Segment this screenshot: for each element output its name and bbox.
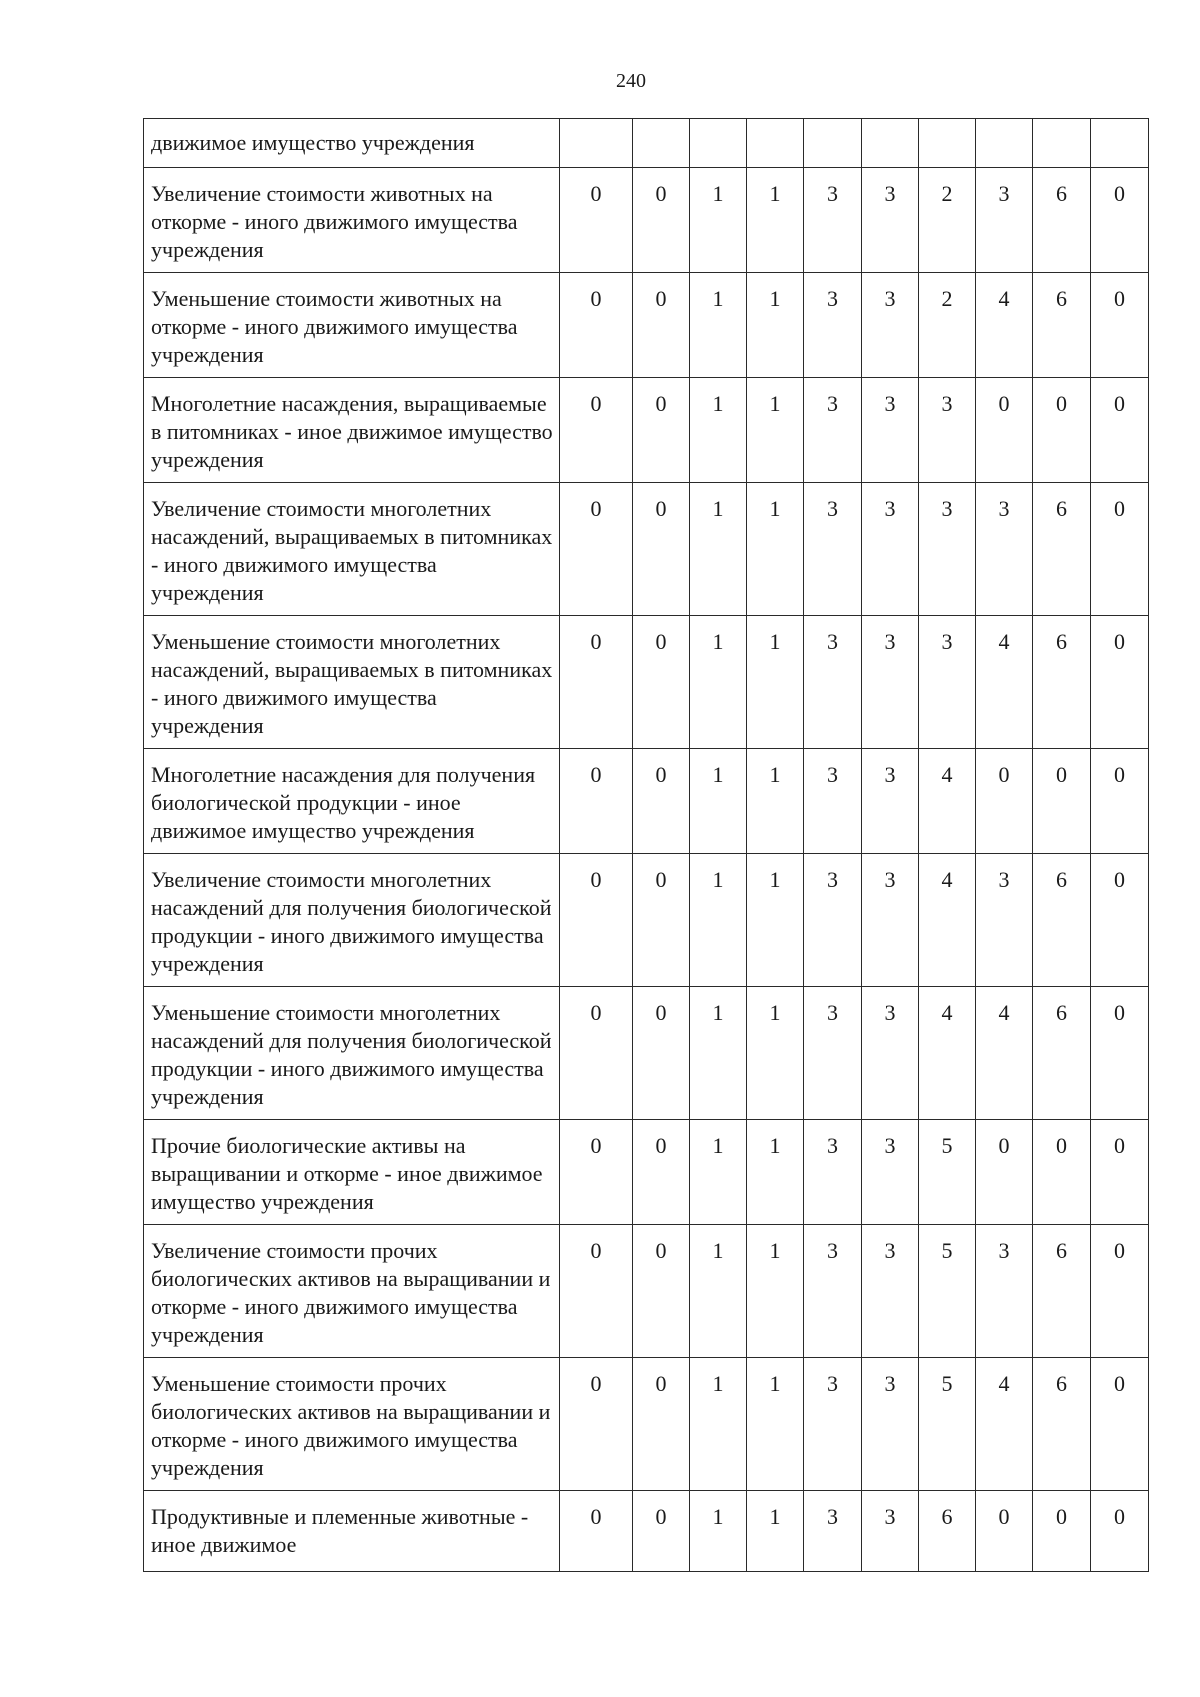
- code-digit-cell: 1: [747, 1225, 804, 1358]
- code-digit-cell: 1: [690, 1358, 747, 1491]
- code-digit-cell: 2: [919, 168, 976, 273]
- code-digit-cell: 0: [1091, 616, 1149, 749]
- code-digit-cell: 6: [1033, 168, 1091, 273]
- code-digit-cell: 0: [1033, 1491, 1091, 1572]
- code-digit-cell: 0: [976, 378, 1033, 483]
- code-digit-cell: 1: [747, 273, 804, 378]
- code-digit-cell: 4: [919, 987, 976, 1120]
- code-digit-cell: 1: [690, 1491, 747, 1572]
- code-digit-cell: 1: [747, 1120, 804, 1225]
- code-digit-cell: 1: [747, 1491, 804, 1572]
- code-digit-cell: 6: [1033, 854, 1091, 987]
- table-row: [144, 1358, 1149, 1491]
- code-digit-cell: 1: [690, 483, 747, 616]
- code-digit-cell: 1: [747, 616, 804, 749]
- code-digit-cell: 0: [560, 854, 633, 987]
- code-digit-cell: [976, 119, 1033, 168]
- row-description: Многолетние насаждения для получения биологической продукции - иное движимое имущество учреждения: [144, 749, 560, 854]
- code-digit-cell: 3: [862, 378, 919, 483]
- code-digit-cell: 0: [976, 1120, 1033, 1225]
- code-digit-cell: 0: [633, 749, 690, 854]
- code-digit-cell: 1: [747, 749, 804, 854]
- code-digit-cell: 4: [976, 1358, 1033, 1491]
- code-digit-cell: [633, 119, 690, 168]
- table-row: [144, 378, 1149, 483]
- code-digit-cell: 0: [560, 749, 633, 854]
- code-digit-cell: 0: [1091, 168, 1149, 273]
- code-digit-cell: 3: [804, 1225, 862, 1358]
- code-digit-cell: 3: [804, 1491, 862, 1572]
- code-digit-cell: 3: [976, 483, 1033, 616]
- code-digit-cell: 0: [1091, 854, 1149, 987]
- code-digit-cell: 5: [919, 1225, 976, 1358]
- code-digit-cell: 0: [1091, 987, 1149, 1120]
- code-digit-cell: 3: [804, 168, 862, 273]
- code-digit-cell: 1: [747, 987, 804, 1120]
- code-digit-cell: 0: [1033, 749, 1091, 854]
- code-digit-cell: 5: [919, 1120, 976, 1225]
- table-row: [144, 273, 1149, 378]
- code-digit-cell: 1: [690, 1225, 747, 1358]
- table-row: [144, 1225, 1149, 1358]
- code-digit-cell: 0: [633, 273, 690, 378]
- code-digit-cell: 3: [862, 1120, 919, 1225]
- code-digit-cell: 0: [560, 483, 633, 616]
- code-digit-cell: 3: [804, 483, 862, 616]
- code-digit-cell: 0: [1091, 483, 1149, 616]
- code-digit-cell: 1: [747, 854, 804, 987]
- code-digit-cell: 1: [690, 168, 747, 273]
- code-digit-cell: 0: [560, 616, 633, 749]
- row-description: Уменьшение стоимости прочих биологических активов на выращивании и откорме - иного движимого имущества учреждения: [144, 1358, 560, 1491]
- code-digit-cell: 1: [690, 378, 747, 483]
- code-digit-cell: [804, 119, 862, 168]
- code-digit-cell: 1: [747, 378, 804, 483]
- code-digit-cell: 4: [919, 854, 976, 987]
- code-digit-cell: 3: [976, 1225, 1033, 1358]
- code-digit-cell: 0: [976, 749, 1033, 854]
- table-body: [144, 119, 1149, 1572]
- code-digit-cell: 3: [862, 1225, 919, 1358]
- row-description: Увеличение стоимости многолетних насаждений, выращиваемых в питомниках - иного движимого имущества учреждения: [144, 483, 560, 616]
- code-digit-cell: 6: [1033, 616, 1091, 749]
- code-digit-cell: 0: [633, 616, 690, 749]
- code-digit-cell: 4: [976, 273, 1033, 378]
- code-digit-cell: [1091, 119, 1149, 168]
- code-digit-cell: 3: [919, 483, 976, 616]
- code-digit-cell: 0: [1091, 378, 1149, 483]
- code-digit-cell: 3: [919, 378, 976, 483]
- table-row: [144, 1491, 1149, 1572]
- code-digit-cell: 6: [1033, 273, 1091, 378]
- code-digit-cell: [919, 119, 976, 168]
- table-row: [144, 749, 1149, 854]
- table-row: [144, 168, 1149, 273]
- code-digit-cell: 0: [633, 1358, 690, 1491]
- code-digit-cell: 2: [919, 273, 976, 378]
- code-digit-cell: 3: [804, 273, 862, 378]
- code-digit-cell: 3: [804, 378, 862, 483]
- code-digit-cell: 3: [804, 1358, 862, 1491]
- table-row: [144, 854, 1149, 987]
- code-digit-cell: 0: [633, 483, 690, 616]
- code-digit-cell: 0: [560, 1491, 633, 1572]
- code-digit-cell: 3: [862, 273, 919, 378]
- row-description: Увеличение стоимости животных на откорме - иного движимого имущества учреждения: [144, 168, 560, 273]
- code-digit-cell: 0: [560, 273, 633, 378]
- code-digit-cell: 1: [690, 616, 747, 749]
- table-row: [144, 1120, 1149, 1225]
- code-digit-cell: 4: [919, 749, 976, 854]
- row-description: движимое имущество учреждения: [144, 119, 560, 168]
- code-digit-cell: 6: [1033, 483, 1091, 616]
- code-digit-cell: 0: [560, 1358, 633, 1491]
- code-digit-cell: 3: [976, 168, 1033, 273]
- code-digit-cell: [862, 119, 919, 168]
- code-digit-cell: 3: [804, 987, 862, 1120]
- code-digit-cell: 0: [976, 1491, 1033, 1572]
- row-description: Уменьшение стоимости многолетних насаждений для получения биологической продукции - иного движимого имущества учреждения: [144, 987, 560, 1120]
- code-digit-cell: 0: [633, 1491, 690, 1572]
- row-description: Многолетние насаждения, выращиваемые в питомниках - иное движимое имущество учреждения: [144, 378, 560, 483]
- code-digit-cell: 0: [560, 378, 633, 483]
- code-digit-cell: 0: [1091, 1358, 1149, 1491]
- code-digit-cell: 1: [747, 1358, 804, 1491]
- code-digit-cell: 3: [862, 749, 919, 854]
- code-digit-cell: 6: [1033, 987, 1091, 1120]
- row-description: Прочие биологические активы на выращивании и откорме - иное движимое имущество учреждения: [144, 1120, 560, 1225]
- code-digit-cell: 4: [976, 616, 1033, 749]
- code-digit-cell: 3: [862, 1491, 919, 1572]
- code-digit-cell: 3: [862, 168, 919, 273]
- code-digit-cell: 0: [1091, 1491, 1149, 1572]
- code-digit-cell: 0: [633, 168, 690, 273]
- table-row: [144, 987, 1149, 1120]
- code-digit-cell: 3: [862, 987, 919, 1120]
- code-digit-cell: 4: [976, 987, 1033, 1120]
- code-digit-cell: [560, 119, 633, 168]
- code-digit-cell: 3: [976, 854, 1033, 987]
- table-row: [144, 483, 1149, 616]
- row-description: Продуктивные и племенные животные - иное движимое: [144, 1491, 560, 1572]
- code-digit-cell: 0: [560, 168, 633, 273]
- code-digit-cell: 6: [1033, 1358, 1091, 1491]
- code-digit-cell: 0: [1091, 273, 1149, 378]
- code-digit-cell: 3: [804, 854, 862, 987]
- code-digit-cell: 0: [633, 987, 690, 1120]
- code-digit-cell: 0: [1091, 1120, 1149, 1225]
- code-digit-cell: 6: [1033, 1225, 1091, 1358]
- code-digit-cell: 3: [862, 483, 919, 616]
- code-digit-cell: [1033, 119, 1091, 168]
- page-number: 240: [616, 70, 646, 92]
- code-digit-cell: 1: [690, 854, 747, 987]
- code-digit-cell: 0: [633, 1225, 690, 1358]
- code-digit-cell: 5: [919, 1358, 976, 1491]
- code-digit-cell: 0: [1033, 1120, 1091, 1225]
- code-digit-cell: 3: [862, 854, 919, 987]
- code-digit-cell: 0: [1091, 749, 1149, 854]
- code-digit-cell: 0: [633, 854, 690, 987]
- code-digit-cell: 0: [633, 378, 690, 483]
- code-digit-cell: 3: [862, 1358, 919, 1491]
- code-digit-cell: [747, 119, 804, 168]
- code-digit-cell: 1: [690, 273, 747, 378]
- code-digit-cell: 6: [919, 1491, 976, 1572]
- code-digit-cell: 3: [804, 616, 862, 749]
- code-digit-cell: 0: [560, 987, 633, 1120]
- code-digit-cell: 1: [747, 168, 804, 273]
- row-description: Увеличение стоимости многолетних насаждений для получения биологической продукции - иного движимого имущества учреждения: [144, 854, 560, 987]
- code-digit-cell: 0: [633, 1120, 690, 1225]
- code-digit-cell: 1: [690, 749, 747, 854]
- row-description: Уменьшение стоимости животных на откорме - иного движимого имущества учреждения: [144, 273, 560, 378]
- code-digit-cell: 1: [690, 1120, 747, 1225]
- code-digit-cell: 3: [862, 616, 919, 749]
- code-digit-cell: 3: [919, 616, 976, 749]
- account-codes-table: [143, 118, 1149, 1572]
- code-digit-cell: 3: [804, 1120, 862, 1225]
- table-row: [144, 616, 1149, 749]
- code-digit-cell: 0: [560, 1225, 633, 1358]
- code-digit-cell: 1: [747, 483, 804, 616]
- code-digit-cell: 3: [804, 749, 862, 854]
- code-digit-cell: 1: [690, 987, 747, 1120]
- code-digit-cell: 0: [560, 1120, 633, 1225]
- row-description: Увеличение стоимости прочих биологических активов на выращивании и откорме - иного движимого имущества учреждения: [144, 1225, 560, 1358]
- row-description: Уменьшение стоимости многолетних насаждений, выращиваемых в питомниках - иного движимого имущества учреждения: [144, 616, 560, 749]
- code-digit-cell: 0: [1033, 378, 1091, 483]
- table-row: [144, 119, 1149, 168]
- code-digit-cell: 0: [1091, 1225, 1149, 1358]
- code-digit-cell: [690, 119, 747, 168]
